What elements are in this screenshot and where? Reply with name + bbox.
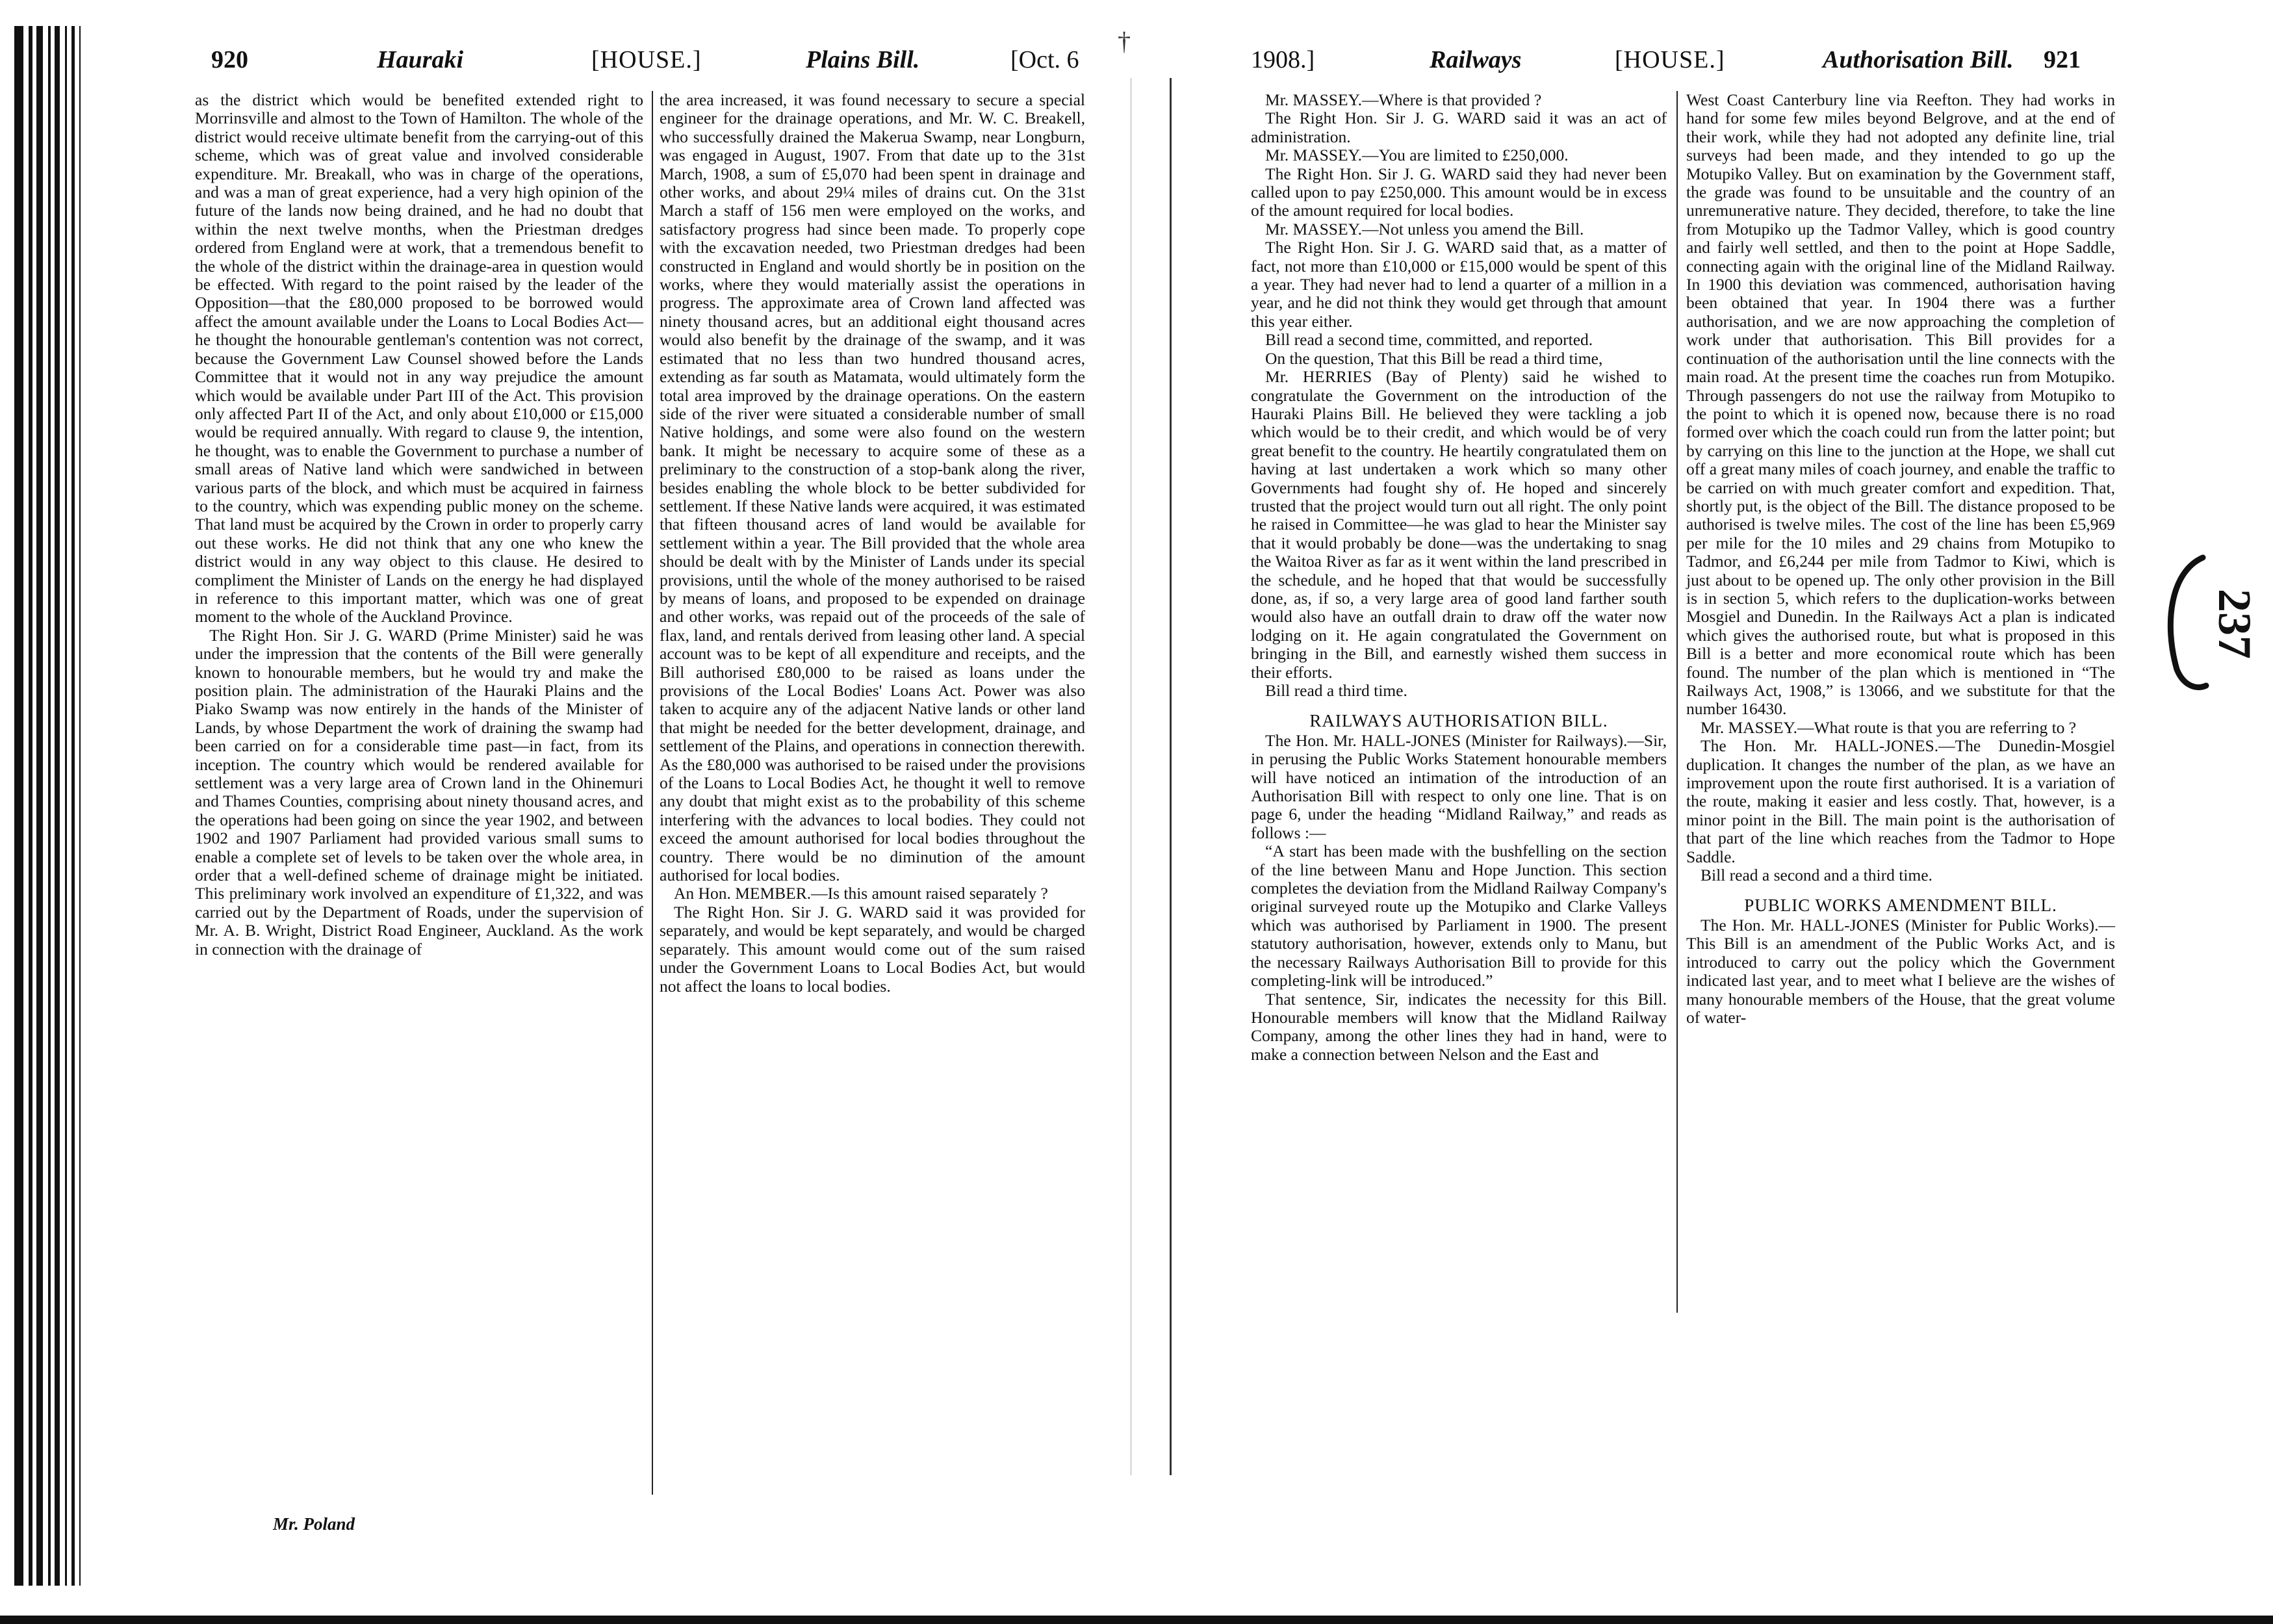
paragraph: The Right Hon. Sir J. G. WARD said it was provided for separately, and would be kept separately, and would be charged separately. This amount would come out of the sum raised under the Government Loans to Local Bodies Act, but would not affect the loans to local bodies. [660, 902, 1085, 996]
running-head-date: [Oct. 6 [1010, 46, 1079, 73]
paragraph: That sentence, Sir, indicates the necessity for this Bill. Honourable members will know that the Midland Railway Company, among the other lines they had in hand, were to make a connection between Nelson and the East and [1251, 989, 1667, 1064]
handwritten-page-stamp [2157, 552, 2261, 695]
right-column-1 [1251, 91, 1667, 1064]
paragraph: Bill read a third time. [1265, 681, 1407, 700]
left-page-header [195, 39, 1085, 84]
column-rule [1676, 91, 1678, 1313]
page-number: 920 [211, 46, 248, 73]
paragraph: The Right Hon. Sir J. G. WARD (Prime Minister) said he was under the impression that the contents of the Bill were generally known to honourable members, but he would try and make the position plain. The administration of the Hauraki Plains and the Piako Swamp was now entirely in the hands of the Minister of Lands, by whose Department the work of draining the swamp had been carried on for a considerable time past—in fact, from its inception. The country which would be rendered available for settlement was a very large area of Crown land in the Ohinemuri and Thames Counties, comprising about ninety thousand acres, and the operations had been going on since the year 1902, and between 1902 and 1907 Parliament had provided various small sums to enable a complete set of levels to be taken over the whole area, in order that a well-defined scheme of drainage might be initiated. This preliminary work involved an expenditure of £1,322, and was carried out by the Department of Roads, under the supervision of Mr. A. B. Wright, District Road Engineer, Auckland. As the work in connection with the drainage of [195, 625, 643, 959]
running-head-center: [HOUSE.] [1615, 46, 1725, 73]
page-number: 921 [2044, 46, 2081, 73]
running-head-left: Railways [1430, 46, 1522, 73]
paragraph: Bill read a second and a third time. [1701, 866, 1933, 885]
running-head-center: [HOUSE.] [591, 46, 702, 73]
paragraph: Mr. HERRIES (Bay of Plenty) said he wished to congratulate the Government on the introduction of the Hauraki Plains Bill. He believed they were tackling a job which would be to their credit, and which would be of very great benefit to the country. He heartily congratulated them on having at last undertaken a work which so many other Governments had fought shy of. He hoped and sincerely trusted that the project would turn out all right. The only point he raised in Committee—he was glad to hear the Minister say that it would probably be done—was the undertaking to snag the Waitoa River as far as it went within the land prescribed in the schedule, and he hoped that that would be successfully done, as, if so, a very large area of good land farther south would also have an outfall drain to draw off the water now lodging on it. He again congratulated the Government on bringing in the Bill, and earnestly wished them success in their efforts. [1251, 367, 1667, 682]
paragraph: The Hon. Mr. HALL-JONES (Minister for Railways).—Sir, in perusing the Public Works Statement honourable members will have noticed an intimation of the introduction of an Authorisation Bill with respect to only one line. That is on page 6, under the heading “Midland Railway,” and reads as follows :— [1251, 730, 1667, 842]
paragraph: West Coast Canterbury line via Reefton. They had works in hand for some few miles beyond Belgrove, and at the end of their work, while they had not adopted any definite line, trial surveys had been made, and they intended to go up the Motupiko Valley. But on examination by the Government staff, the grade was found to be unsuitable and the country of an unremunerative nature. They decided, therefore, to take the line from Motupiko up the Tadmor Valley, which is good country and fairly well settled, and then to the point at Hope Saddle, connecting again with the original line of the Midland Railway. In 1900 this deviation was commenced, authorisation having been obtained that year. In 1904 there was a further authorisation, and we are now approaching the completion of work under that authorisation. This Bill provides for a continuation of the authorisation until the line connects with the main road. At the present time the coaches run from Motupiko. Through passengers do not use the railway from Motupiko to the point to which it is opened now, because there is no road formed over which the coach could run from the latter point; but by carrying on this line to the junction at the Hope, we shall cut off a great many miles of coach journey, and enable the traffic to be carried on with much greater comfort and expedition. That, shortly put, is the object of the Bill. The distance proposed to be authorised is twelve miles. The cost of the line has been £5,969 per mile for the 10 miles and 29 chains from Motupiko to Tadmor, and £6,244 per mile from Tadmor to Kiwi, which is just about to be opened up. The only other provision in the Bill is in section 5, which refers to the duplication-works between Mosgiel and Dunedin. In the Railways Act a plan is indicated which gives the authorised route, but what is proposed in this Bill is a better and more economical route which has been found. The number of the plan which is mentioned in “The Railways Act, 1908,” is 13066, and we substitute for that the number 16430. [1686, 90, 2115, 719]
paragraph: as the district which would be benefited extended right to Morrinsville and almost to the Town of Hamilton. The whole of the district would receive ultimate benefit from the carrying-out of this scheme, which was of great value and involved considerable expenditure. Mr. Breakall, who was in charge of the operations, and was a man of great experience, had a very high opinion of the future of the lands now being drained, and he had no doubt that within the next twelve months, when the Priestman dredges ordered from England were at work, that a tremendous benefit to the whole of the district within the drainage-area in question would be effected. With regard to the point raised by the leader of the Opposition—that the £80,000 proposed to be borrowed would affect the amount available under the Loans to Local Bodies Act—he thought the honourable gentleman's contention was not correct, because the Government Law Counsel showed before the Lands Committee that it would not in any way prejudice the amount which would be available under Part III of the Act. This provision only affected Part II of the Act, and only about £10,000 or £15,000 would be required annually. With regard to clause 9, the intention, he thought, was to enable the Government to purchase a number of small areas of Native land which were sandwiched in between various parts of the block, and which must be acquired in fairness to the country, which was expending public money on the scheme. That land must be acquired by the Crown in order to properly carry out these works. He did not think that any one who knew the district would in any way object to this clause. He desired to compliment the Minister of Lands on the energy he had displayed in reference to this important matter, which was one of great moment to the whole of the Auckland Province. [195, 90, 643, 626]
left-page [195, 26, 1085, 1586]
binding-edge [14, 26, 86, 1586]
gutter-mark: † [1118, 27, 1131, 56]
paragraph: Bill read a second time, committed, and reported. [1265, 330, 1593, 350]
column-rule [652, 91, 653, 1495]
left-column-1 [195, 91, 643, 959]
paragraph: The Hon. Mr. HALL-JONES (Minister for Public Works).—This Bill is an amendment of the Public Works Act, and is introduced to carry out the policy which the Government indicated last year, and to meet what I believe are the wishes of many honourable members of the House, that the great volume of water- [1686, 915, 2115, 1027]
running-head-right: Plains Bill. [806, 46, 920, 73]
paragraph: On the question, That this Bill be read a third time, [1265, 348, 1603, 368]
paragraph: Mr. MASSEY.—What route is that you are referring to ? [1701, 717, 2077, 737]
right-column-2 [1686, 91, 2115, 1027]
right-page-header [1251, 39, 2115, 84]
quotation: “A start has been made with the bushfelling on the section of the line between Manu and Hope Junction. This section completes the deviation from the Midland Railway Company's original surveyed route up the Motupiko and Clarke Valleys which was authorised by Parliament in 1900. The present statutory authorisation, however, extends only to Manu, but the necessary Railways Authorisation Bill to provide for this completing-link will be introduced.” [1251, 842, 1667, 990]
section-heading: PUBLIC WORKS AMENDMENT BILL. [1744, 896, 2057, 916]
running-head-year: 1908.] [1251, 46, 1315, 73]
paragraph: The Hon. Mr. HALL-JONES.—The Dunedin-Mosgiel duplication. It changes the number of the plan, as we have an improvement upon the route first authorised. It is a variation of the route, making it easier and less costly. That, however, is a minor point in the Bill. The main point is the authorisation of that part of the line which reaches from the Tadmor to Hope Saddle. [1686, 736, 2115, 866]
section-heading: RAILWAYS AUTHORISATION BILL. [1309, 711, 1608, 731]
margin-stamp-number: 237 [2209, 589, 2261, 659]
paragraph: The Right Hon. Sir J. G. WARD said it was an act of administration. [1251, 109, 1667, 146]
scan-bottom-edge [0, 1616, 2273, 1624]
paragraph: The Right Hon. Sir J. G. WARD said that, as a matter of fact, not more than £10,000 or £15,000 would be spent of this a year. They had never had to lend a quarter of a million in a year, and he did not think they would get through that amount this year either. [1251, 238, 1667, 331]
running-head-right: Authorisation Bill. [1823, 46, 2014, 73]
running-head-left: Hauraki [377, 46, 464, 73]
paragraph: An Hon. MEMBER.—Is this amount raised separately ? [674, 884, 1048, 903]
page-divider [1170, 78, 1172, 1475]
right-page [1251, 26, 2115, 1586]
left-column-2 [660, 91, 1085, 996]
page-footer-speaker: Mr. Poland [273, 1514, 355, 1534]
paragraph: Mr. MASSEY.—Where is that provided ? [1265, 90, 1542, 109]
paragraph: Mr. MASSEY.—You are limited to £250,000. [1265, 146, 1569, 165]
paragraph: Mr. MASSEY.—Not unless you amend the Bill. [1265, 219, 1584, 238]
paragraph: The Right Hon. Sir J. G. WARD said they had never been called upon to pay £250,000. This amount would be in excess of the amount required for local bodies. [1251, 164, 1667, 220]
paragraph: the area increased, it was found necessary to secure a special engineer for the drainage operations, and Mr. W. C. Breakell, who successfully drained the Makerua Swamp, near Longburn, was engaged in August, 1907. From that date up to the 31st March, 1908, a sum of £5,070 had been spent in drainage and other works, and about 29¼ miles of drains cut. On the 31st March a staff of 156 men were employed on the works, and satisfactory progress had since been made. To properly cope with the excavation needed, two Priestman dredges had been constructed in England and would shortly be in position on the works, where they would materially assist the operations in progress. The approximate area of Crown land affected was ninety thousand acres, but an additional eight thousand acres would also benefit by the drainage of the swamp, and it was estimated that no less than two hundred thousand acres, extending as far south as Matamata, would ultimately form the total area improved by the drainage operations. On the eastern side of the river were situated a considerable number of small Native holdings, and some were also found on the western bank. It might be necessary to acquire some of these as a preliminary to the construction of a stop-bank along the river, besides enabling the whole block to be better subdivided for settlement. If these Native lands were acquired, it was estimated that fifteen thousand acres of land would be available for settlement within a year. The Bill provided that the whole area should be dealt with by the Minister of Lands under its special provisions, until the whole of the money authorised to be raised by means of loans, and proposed to be expended on drainage and other works, was repaid out of the proceeds of the sale of flax, land, and rentals derived from leasing other land. A special account was to be kept of all expenditure and receipts, and the Bill authorised £80,000 to be raised as loans under the provisions of the Local Bodies' Loans Act. Power was also taken to acquire any of the adjacent Native lands or other land that might be needed for the better development, drainage, and settlement of the Plains, and operations in connection therewith. As the £80,000 was authorised to be raised under the provisions of the Loans to Local Bodies Act, he thought it well to remove any doubt that might exist as to the probability of this scheme interfering with the advances to local bodies. They could not exceed the amount authorised for local bodies throughout the country. There would be no diminution of the amount authorised for local bodies. [660, 90, 1085, 885]
